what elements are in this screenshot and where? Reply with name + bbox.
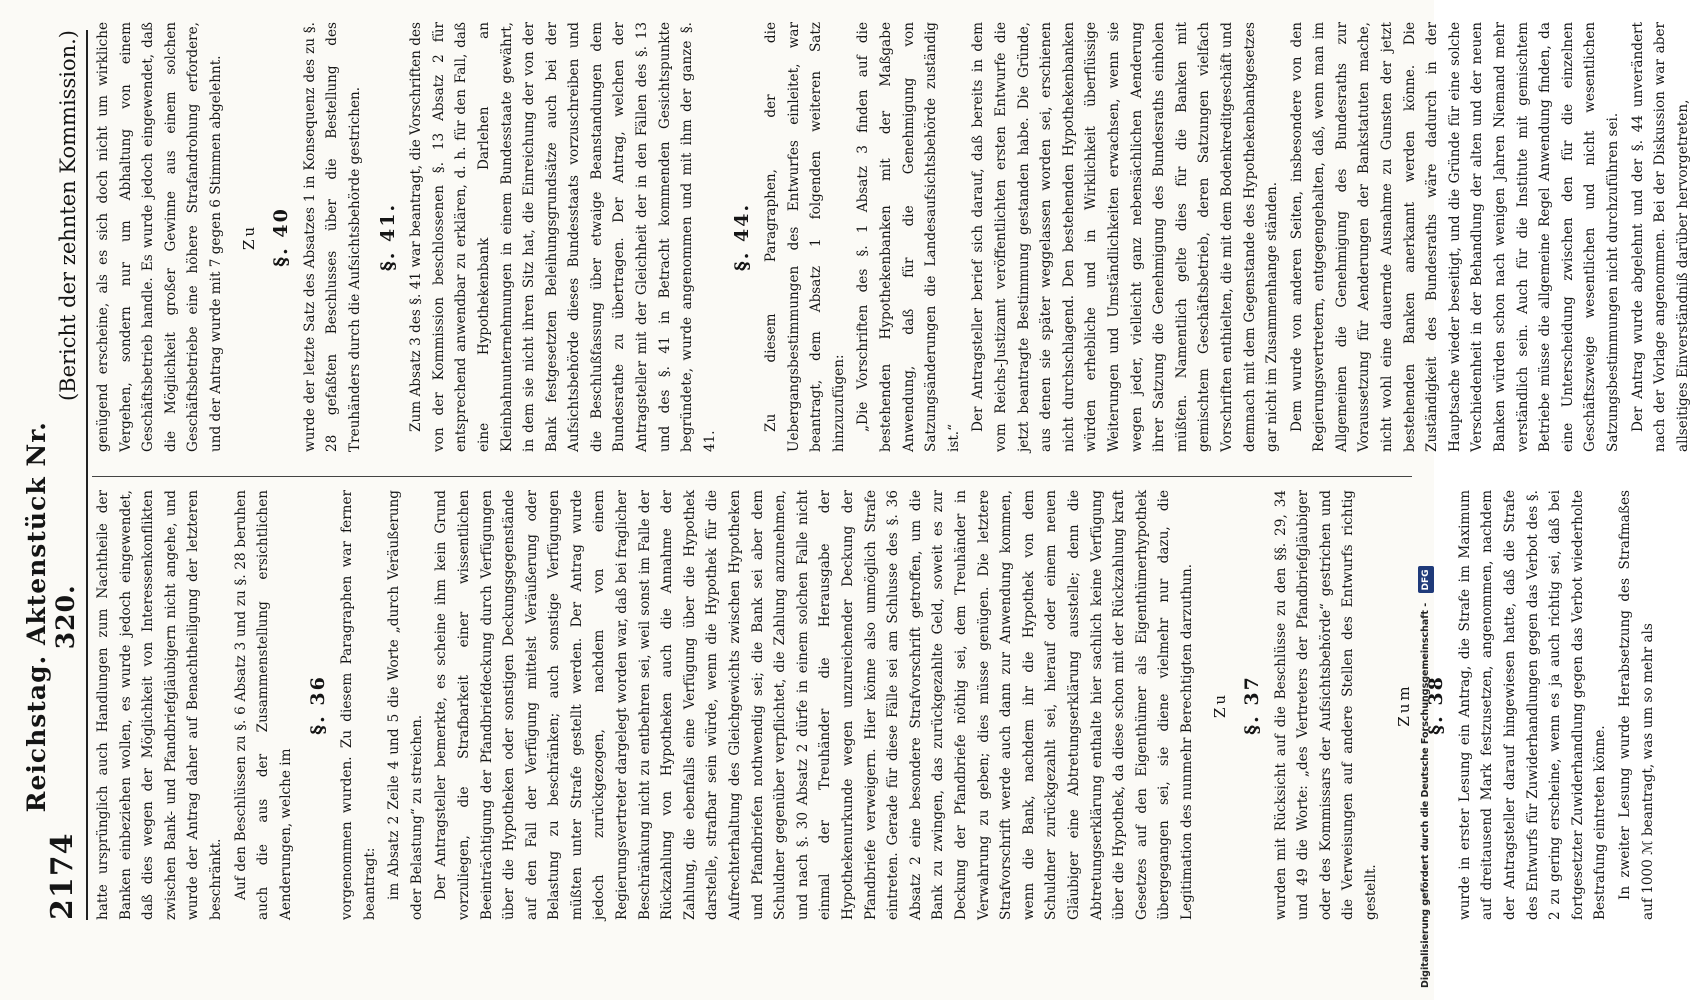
dfg-logo: DFG <box>1418 566 1434 593</box>
page-header <box>22 30 88 920</box>
page-title: Reichstag. Aktenstück Nr. 320. <box>22 421 80 813</box>
paragraph: genügend erscheine, als es sich doch nicht um wirkliche Vergehen, sondern nur um Abhaltung von einem Geschäftsbetrieb handle. Es wurde jedoch eingewendet, daß die Möglichkeit großer Gewinne aus einem solchen Geschäftsbetriebe eine höhere Strafandrohung erfordere, und der Antrag wurde mit 7 gegen 6 Stimmen abgelehnt. <box>95 22 224 452</box>
section-heading: §. 38 <box>1425 675 1448 735</box>
quoted-paragraph: „Die Vorschriften des §. 1 Absatz 3 finden auf die bestehenden Hypothekenbanken mit der Maßgabe Anwendung, daß für die Genehmigung von Satzungsänderungen die Landesaufsichtsbehörde zuständig ist.“ <box>855 22 962 452</box>
page-number: 2174 <box>45 832 80 920</box>
column-divider <box>92 476 1412 477</box>
paragraph: Der Antrag wurde abgelehnt und der §. 44 unverändert nach der Vorlage angenommen. Bei der Diskussion war aber allseitiges Einverständniß darüber hervorgetreten, <box>1629 22 1691 452</box>
paragraph: wurde in erster Lesung ein Antrag, die Strafe im Maximum auf dreitausend Mark festzusetzen, angenommen, nachdem der Antragsteller darauf hingewiesen hatte, daß die Strafe des Entwurfs für Zuwiderhandlungen gegen das Verbot des §. 2 zu gering erscheine, wenn es ja auch richtig sei, daß bei fortgesetzter Zuwiderhandlung gegen das Verbot wiederholte Bestrafung eintreten könne. <box>1456 490 1609 920</box>
paragraph: Auf den Beschlüssen zu §. 6 Absatz 3 und zu §. 28 beruhen auch die aus der Zusammenstellung ersichtlichen Aenderungen, welche im <box>232 490 294 920</box>
section-heading: §. 41. <box>376 202 399 272</box>
paragraph: Dem wurde von anderen Seiten, insbesondere von den Regierungsvertretern, entgegengehalten, daß, wenn man im Allgemeinen die Genehmigung des Bundesraths zur Voraussetzung für Aenderungen der Bankstatuten mache, nicht wohl eine dauernde Ausnahme zu Gunsten der jetzt bestehenden Banken anerkannt werden könne. Die Zuständigkeit des Bundesraths wäre dadurch in der Hauptsache wieder beseitigt, und die Gründe für eine solche Verschiedenheit in der Behandlung der alten und der neuen Banken würden schon nach wenigen Jahren Niemand mehr verständlich sein. Auch für die Institute mit gemischtem Betriebe müsse die allgemeine Regel Anwendung finden, da eine Unterscheidung zwischen den für die einzelnen Geschäftszweige wesentlichen und nicht wesentlichen Satzungsbestimmungen nicht durchzuführen sei. <box>1288 22 1621 452</box>
paragraph: Zum Absatz 3 des §. 41 war beantragt, die Vorschriften des von der Kommission beschlossenen §. 13 Absatz 2 für entsprechend anwendbar zu erklären, d. h. für den Fall, daß eine Hypothekenbank Darlehen an Kleinbahnunternehmungen in einem Bundesstaate gewährt, in dem sie nicht ihren Sitz hat, die Einreichung der von der Bank festgesetzten Beleihungsgrundsätze auch bei der Aufsichtsbehörde dieses Bundesstaats vorzuschreiben und die Beschlußfassung über etwaige Beanstandungen dem Bundesrathe zu übertragen. Der Antrag, welchen der Antragsteller mit der Gleichheit der in den Fällen des §. 13 und des §. 41 in Betracht kommenden Gesichtspunkte begründete, wurde angenommen und mit ihm der ganze §. 41. <box>408 22 718 452</box>
paragraph: wurden mit Rücksicht auf die Beschlüsse zu den §§. 29, 34 und 49 die Worte: „des Vertreters der Pfandbriefgläubiger oder des Kommissars der Aufsichtsbehörde“ gestrichen und die Verweisungen auf andere Stellen des Entwurfs richtig gestellt. <box>1272 490 1380 920</box>
digitization-credit <box>1418 0 1434 1000</box>
paragraph: In zweiter Lesung wurde Herabsetzung des Strafmaßes auf 1000 ℳ beantragt, was um so mehr als <box>1617 490 1656 920</box>
right-column <box>92 22 1691 452</box>
paragraph: vorgenommen wurden. Zu diesem Paragraphen war ferner beantragt: <box>338 490 378 920</box>
section-prefix: Zu <box>239 223 258 251</box>
page-subtitle: (Bericht der zehnten Kommission.) <box>56 30 80 402</box>
paragraph: Zu diesem Paragraphen, der die Uebergangsbestimmungen des Entwurfes einleitet, war beantragt, dem Absatz 1 folgenden weiteren Satz hinzuzufügen: <box>763 22 847 452</box>
paragraph: Der Antragsteller bemerkte, es scheine ihm kein Grund vorzuliegen, die Strafbarkeit einer wissentlichen Beeinträchtigung der Pfandbriefdeckung durch Verfügungen über die Hypotheken oder sonstigen Deckungsgegenstände auf den Fall der Verfügung mittelst Veräußerung oder Belastung zu beschränken; auch sonstige Verfügungen müßten unter Strafe gestellt werden. Der Antrag wurde jedoch zurückgezogen, nachdem von einem Regierungsvertreter dargelegt worden war, daß bei fraglicher Beschränkung nicht zu entbehren sei, weil sonst im Falle der Rückzahlung von Hypotheken auch die Annahme der Zahlung, die ebenfalls eine Verfügung über die Hypothek darstelle, strafbar sein würde, wenn die Hypothek für die Aufrechterhaltung des Gleichgewichts zwischen Hypotheken und Pfandbriefen nothwendig sei; die Bank sei aber dem Schuldner gegenüber verpflichtet, die Zahlung anzunehmen, und nach §. 30 Absatz 2 dürfe in einem solchen Falle nicht einmal der Treuhänder die Herausgabe der Hypothekenurkunde wegen unzureichender Deckung der Pfandbriefe verweigern. Hier könne also unmöglich Strafe eintreten. Gerade für diese Fälle sei am Schlusse des §. 36 Absatz 2 eine besondere Strafvorschrift getroffen, um die Bank zu zwingen, das zurückgezahlte Geld, soweit es zur Deckung der Pfandbriefe nöthig sei, dem Treuhänder in Verwahrung zu geben; dies müsse genügen. Die letztere Strafvorschrift werde auch dann zur Anwendung kommen, wenn die Bank, nachdem ihr die Hypothek von dem Schuldner zurückgezahlt sei, hierauf oder einem neuen Gläubiger eine Abtretungserklärung ausstelle; denn die Abtretungserklärung enthalte hier sachlich keine Verfügung über die Hypothek, da diese schon mit der Rückzahlung kraft Gesetzes auf den Eigenthümer als Eigenthümerhypothek übergegangen sei, sie diene vielmehr nur dazu, die Legitimation des nunmehr Berechtigten darzuthun. <box>433 490 1195 920</box>
section-prefix: Zu <box>1210 691 1229 719</box>
section-heading: §. 40 <box>270 207 293 267</box>
paragraph: Der Antragsteller berief sich darauf, daß bereits in dem vom Reichs-Justizamt veröffentlichten ersten Entwurfe die jetzt beantragte Bestimmung gestanden habe. Die Gründe, aus denen sie später weggelassen worden sei, erschienen nicht durchschlagend. Den bestehenden Hypothekenbanken würden erhebliche und in Wirklichkeit überflüssige Weiterungen und Umständlichkeiten erwachsen, wenn sie wegen jeder, vielleicht ganz nebensächlichen Aenderung ihrer Satzung die Genehmigung des Bundesraths einholen müßten. Namentlich gelte dies für die Banken mit gemischtem Geschäftsbetrieb, deren Satzungen vielfach Vorschriften enthielten, die mit dem Bodenkreditgeschäft und demnach mit dem Gegenstande des Hypothekenbankgesetzes gar nicht im Zusammenhange ständen. <box>970 22 1281 452</box>
section-heading: §. 36 <box>307 675 330 735</box>
paragraph: hatte ursprünglich auch Handlungen zum Nachtheile der Banken einbeziehen wollen, es wurde jedoch eingewendet, daß dies wegen der Möglichkeit von Interessenkonflikten zwischen Bank- und Pfandbriefgläubigern nicht angehe, und wurde der Antrag daher auf Benachtheiligung der letzteren beschränkt. <box>95 490 224 920</box>
section-heading: §. 44. <box>731 202 754 272</box>
section-heading: §. 37 <box>1241 675 1264 735</box>
credit-text: Digitalisierung gefördert durch die Deutsche Forschungsgemeinschaft - <box>1420 602 1431 988</box>
paragraph: im Absatz 2 Zeile 4 und 5 die Worte „durch Veräußerung oder Belastung“ zu streichen. <box>386 490 425 920</box>
section-prefix: Zum <box>1394 683 1413 727</box>
paragraph: wurde der letzte Satz des Absatzes 1 in Konsequenz des zu §. 28 gefaßten Beschlusses über die Bestellung des Treuhänders durch die Aufsichtsbehörde gestrichen. <box>301 22 363 452</box>
